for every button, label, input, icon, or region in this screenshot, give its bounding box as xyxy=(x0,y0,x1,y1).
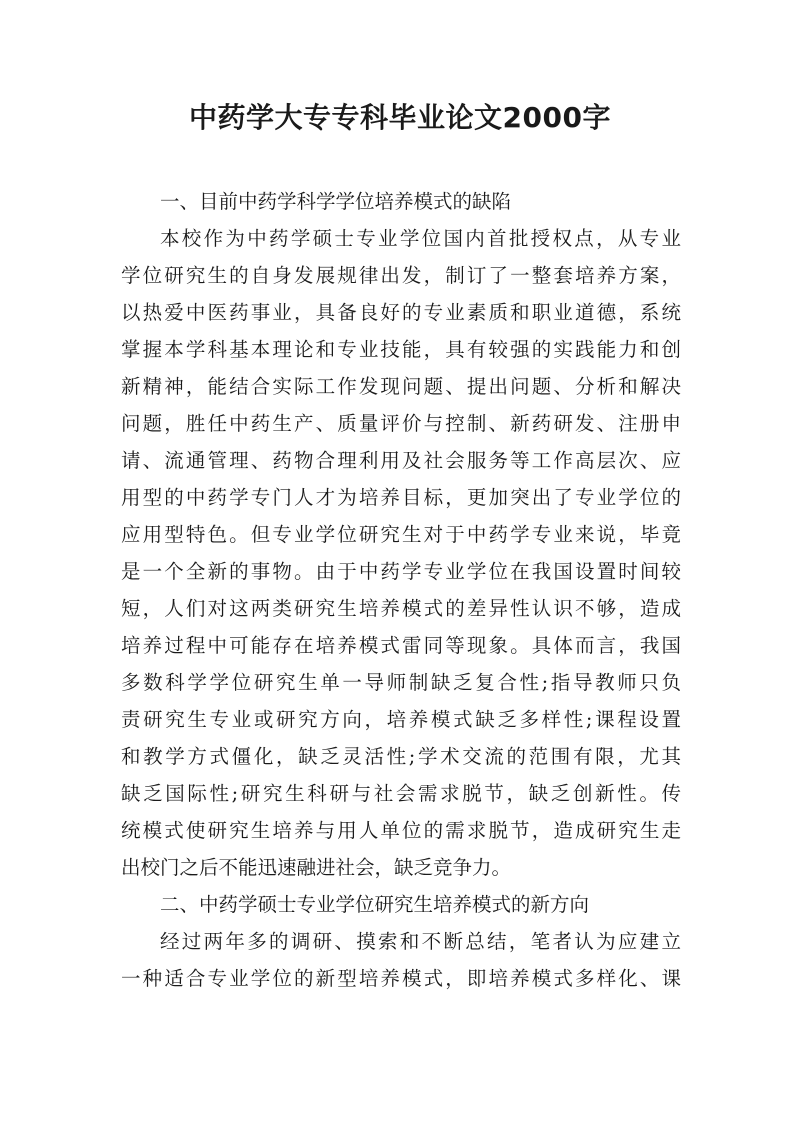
paragraph-line: 培养过程中可能存在培养模式雷同等现象。具体而言，我国 xyxy=(121,634,681,657)
paragraph-line: 统模式使研究生培养与用人单位的需求脱节，造成研究生走 xyxy=(121,819,681,842)
paragraph-first-line: 经过两年多的调研、摸索和不断总结，笔者认为应建立 xyxy=(160,930,681,953)
paragraph-first-line: 本校作为中药学硕士专业学位国内首批授权点，从专业 xyxy=(160,227,681,250)
paragraph-line: 一种适合专业学位的新型培养模式，即培养模式多样化、课 xyxy=(121,967,681,990)
paragraph-line: 以热爱中医药事业，具备良好的专业素质和职业道德，系统 xyxy=(121,301,681,324)
paragraph-first-line: 一、目前中药学科学学位培养模式的缺陷 xyxy=(160,190,512,213)
paragraph-line: 责研究生专业或研究方向，培养模式缺乏多样性;课程设置 xyxy=(121,708,681,731)
paragraph-line: 新精神，能结合实际工作发现问题、提出问题、分析和解决 xyxy=(121,375,681,398)
paragraph-line: 应用型特色。但专业学位研究生对于中药学专业来说，毕竟 xyxy=(121,523,681,546)
paragraph-line: 和教学方式僵化，缺乏灵活性;学术交流的范围有限，尤其 xyxy=(121,745,681,768)
paragraph-line: 掌握本学科基本理论和专业技能，具有较强的实践能力和创 xyxy=(121,338,681,361)
paragraph-line: 短，人们对这两类研究生培养模式的差异性认识不够，造成 xyxy=(121,597,681,620)
paragraph-line: 是一个全新的事物。由于中药学专业学位在我国设置时间较 xyxy=(121,560,681,583)
document-body xyxy=(121,183,681,997)
paragraph-line: 问题，胜任中药生产、质量评价与控制、新药研发、注册申 xyxy=(121,412,681,435)
document-title: 中药学大专专科毕业论文2000字 xyxy=(189,101,611,134)
paragraph-line: 多数科学学位研究生单一导师制缺乏复合性;指导教师只负 xyxy=(121,671,681,694)
paragraph-line: 缺乏国际性;研究生科研与社会需求脱节，缺乏创新性。传 xyxy=(121,782,681,805)
paragraph-line: 学位研究生的自身发展规律出发，制订了一整套培养方案， xyxy=(121,264,681,287)
paragraph-line: 请、流通管理、药物合理利用及社会服务等工作高层次、应 xyxy=(121,449,681,472)
paragraph-line: 用型的中药学专门人才为培养目标，更加突出了专业学位的 xyxy=(121,486,681,509)
paragraph-first-line: 二、中药学硕士专业学位研究生培养模式的新方向 xyxy=(160,893,590,916)
paragraph-line: 出校门之后不能迅速融进社会，缺乏竞争力。 xyxy=(121,856,512,879)
